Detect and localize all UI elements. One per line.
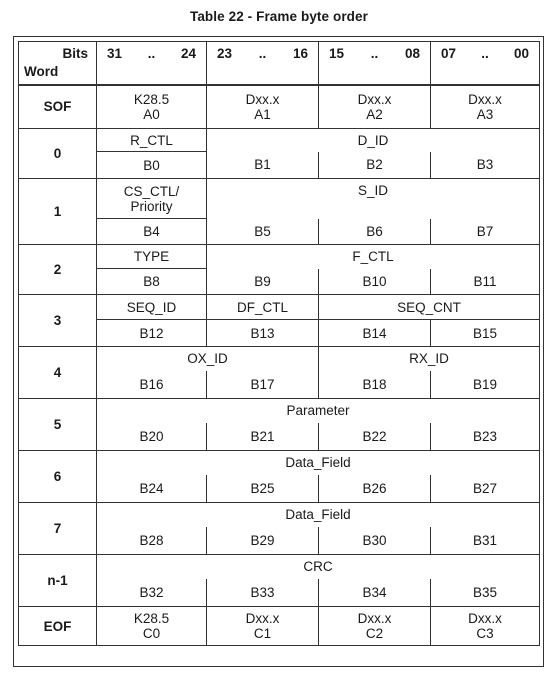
byte-label: C1 (253, 626, 272, 641)
eof-symbol: Dxx.x (357, 611, 392, 626)
eof-byte-1 (207, 607, 319, 646)
row-word-0-fields (19, 129, 540, 152)
field-data-field: Data_Field (97, 503, 540, 527)
byte-label: B31 (431, 527, 540, 555)
table-caption: Table 22 - Frame byte order (189, 9, 368, 24)
sof-byte-2 (319, 85, 431, 129)
row-word-n-1-bytes (19, 579, 540, 607)
range-dots: .. (370, 46, 379, 62)
range-hi: 07 (441, 46, 457, 62)
byte-label: B22 (319, 423, 431, 451)
field-df-ctl: DF_CTL (207, 295, 319, 320)
byte-label: A3 (476, 106, 494, 122)
byte-label: B33 (207, 579, 319, 607)
sof-symbol: Dxx.x (468, 91, 502, 107)
header-row (19, 42, 540, 85)
field-ox-id: OX_ID (97, 347, 319, 371)
bit-range-23-16 (207, 42, 319, 85)
word-label-sof: SOF (19, 85, 97, 129)
byte-label: B15 (431, 320, 540, 347)
range-hi: 31 (107, 46, 123, 62)
row-word-3-bytes (19, 320, 540, 347)
byte-label: A2 (366, 106, 383, 122)
range-hi: 23 (217, 46, 233, 62)
word-label: Word (24, 64, 59, 80)
field-seq-id: SEQ_ID (97, 295, 207, 320)
bit-range-15-08 (319, 42, 431, 85)
row-word-0-bytes (19, 152, 540, 179)
byte-label: B1 (207, 152, 319, 179)
row-word-5-bytes (19, 423, 540, 451)
word-label-3: 3 (19, 295, 97, 347)
byte-label: B30 (319, 527, 431, 555)
word-label-4: 4 (19, 347, 97, 399)
field-parameter: Parameter (97, 399, 540, 423)
field-seq-cnt: SEQ_CNT (319, 295, 540, 320)
byte-label: C2 (365, 626, 384, 641)
row-word-1-bytes (19, 219, 540, 245)
field-r-ctl: R_CTL (97, 129, 207, 152)
eof-byte-0 (97, 607, 207, 646)
row-word-2-bytes (19, 269, 540, 295)
eof-symbol: Dxx.x (468, 611, 502, 626)
row-word-7-fields (19, 503, 540, 527)
byte-label: A1 (254, 106, 271, 122)
row-sof (19, 85, 540, 129)
range-dots: .. (258, 46, 267, 62)
word-label-1: 1 (19, 179, 97, 245)
word-label-7: 7 (19, 503, 97, 555)
row-word-6-bytes (19, 475, 540, 503)
field-cs-ctl-priority (97, 179, 207, 219)
range-dots: .. (481, 46, 489, 62)
byte-label: B28 (97, 527, 207, 555)
range-lo: 00 (513, 46, 529, 62)
byte-label: B21 (207, 423, 319, 451)
sof-byte-1 (207, 85, 319, 129)
row-word-3-fields (19, 295, 540, 320)
byte-label: B9 (207, 269, 319, 295)
row-word-4-fields (19, 347, 540, 371)
byte-label: C0 (142, 626, 161, 641)
word-label-2: 2 (19, 245, 97, 295)
sof-symbol: Dxx.x (245, 91, 280, 107)
byte-label: B12 (97, 320, 207, 347)
row-word-6-fields (19, 451, 540, 475)
byte-label: B29 (207, 527, 319, 555)
field-s-id: S_ID (207, 179, 540, 219)
byte-label: B27 (431, 475, 540, 503)
word-label-eof: EOF (19, 607, 97, 646)
byte-label: B35 (431, 579, 540, 607)
row-eof (19, 607, 540, 646)
byte-label: A0 (143, 106, 160, 122)
byte-label: B16 (97, 371, 207, 399)
field-type: TYPE (97, 245, 207, 269)
byte-label: B6 (319, 219, 431, 245)
eof-symbol: K28.5 (133, 611, 170, 626)
range-dots: .. (147, 46, 156, 62)
word-label-n-1: n-1 (19, 555, 97, 607)
row-word-4-bytes (19, 371, 540, 399)
eof-byte-2 (319, 607, 431, 646)
sof-byte-3 (431, 85, 540, 129)
bit-range-07-00 (431, 42, 540, 85)
byte-label: B8 (97, 269, 207, 295)
byte-label: B5 (207, 219, 319, 245)
byte-label: B19 (431, 371, 540, 399)
byte-label: B17 (207, 371, 319, 399)
byte-label: B13 (207, 320, 319, 347)
byte-label: B0 (97, 152, 207, 179)
range-hi: 15 (329, 46, 345, 62)
byte-label: B23 (431, 423, 540, 451)
range-lo: 08 (404, 46, 420, 62)
sof-symbol: K28.5 (133, 91, 170, 107)
sof-symbol: Dxx.x (357, 91, 392, 107)
field-rx-id: RX_ID (319, 347, 540, 371)
byte-label: B2 (319, 152, 431, 179)
field-crc: CRC (97, 555, 540, 579)
word-label-5: 5 (19, 399, 97, 451)
byte-label: B25 (207, 475, 319, 503)
field-data-field: Data_Field (97, 451, 540, 475)
byte-label: B4 (97, 219, 207, 245)
row-word-5-fields (19, 399, 540, 423)
byte-label: B10 (319, 269, 431, 295)
bits-word-header-cell (19, 42, 97, 85)
frame-byte-order-table (18, 41, 540, 646)
byte-label: B32 (97, 579, 207, 607)
byte-label: C3 (476, 626, 494, 641)
sof-byte-0 (97, 85, 207, 129)
row-word-2-fields (19, 245, 540, 269)
byte-label: B24 (97, 475, 207, 503)
word-label-0: 0 (19, 129, 97, 179)
range-lo: 16 (292, 46, 308, 62)
bits-label: Bits (62, 46, 88, 62)
word-label-6: 6 (19, 451, 97, 503)
byte-label: B20 (97, 423, 207, 451)
byte-label: B11 (431, 269, 540, 295)
row-word-1-fields (19, 179, 540, 219)
byte-label: B3 (431, 152, 540, 179)
range-lo: 24 (180, 46, 196, 62)
byte-label: B7 (431, 219, 540, 245)
field-d-id: D_ID (207, 129, 540, 152)
byte-label: B18 (319, 371, 431, 399)
eof-byte-3 (431, 607, 540, 646)
eof-symbol: Dxx.x (245, 611, 280, 626)
field-text: CS_CTL/ (123, 183, 180, 199)
field-f-ctl: F_CTL (207, 245, 540, 269)
byte-label: B26 (319, 475, 431, 503)
bit-range-31-24 (97, 42, 207, 85)
row-word-7-bytes (19, 527, 540, 555)
byte-label: B34 (319, 579, 431, 607)
field-text: Priority (130, 198, 173, 214)
byte-label: B14 (319, 320, 431, 347)
row-word-n-1-fields (19, 555, 540, 579)
